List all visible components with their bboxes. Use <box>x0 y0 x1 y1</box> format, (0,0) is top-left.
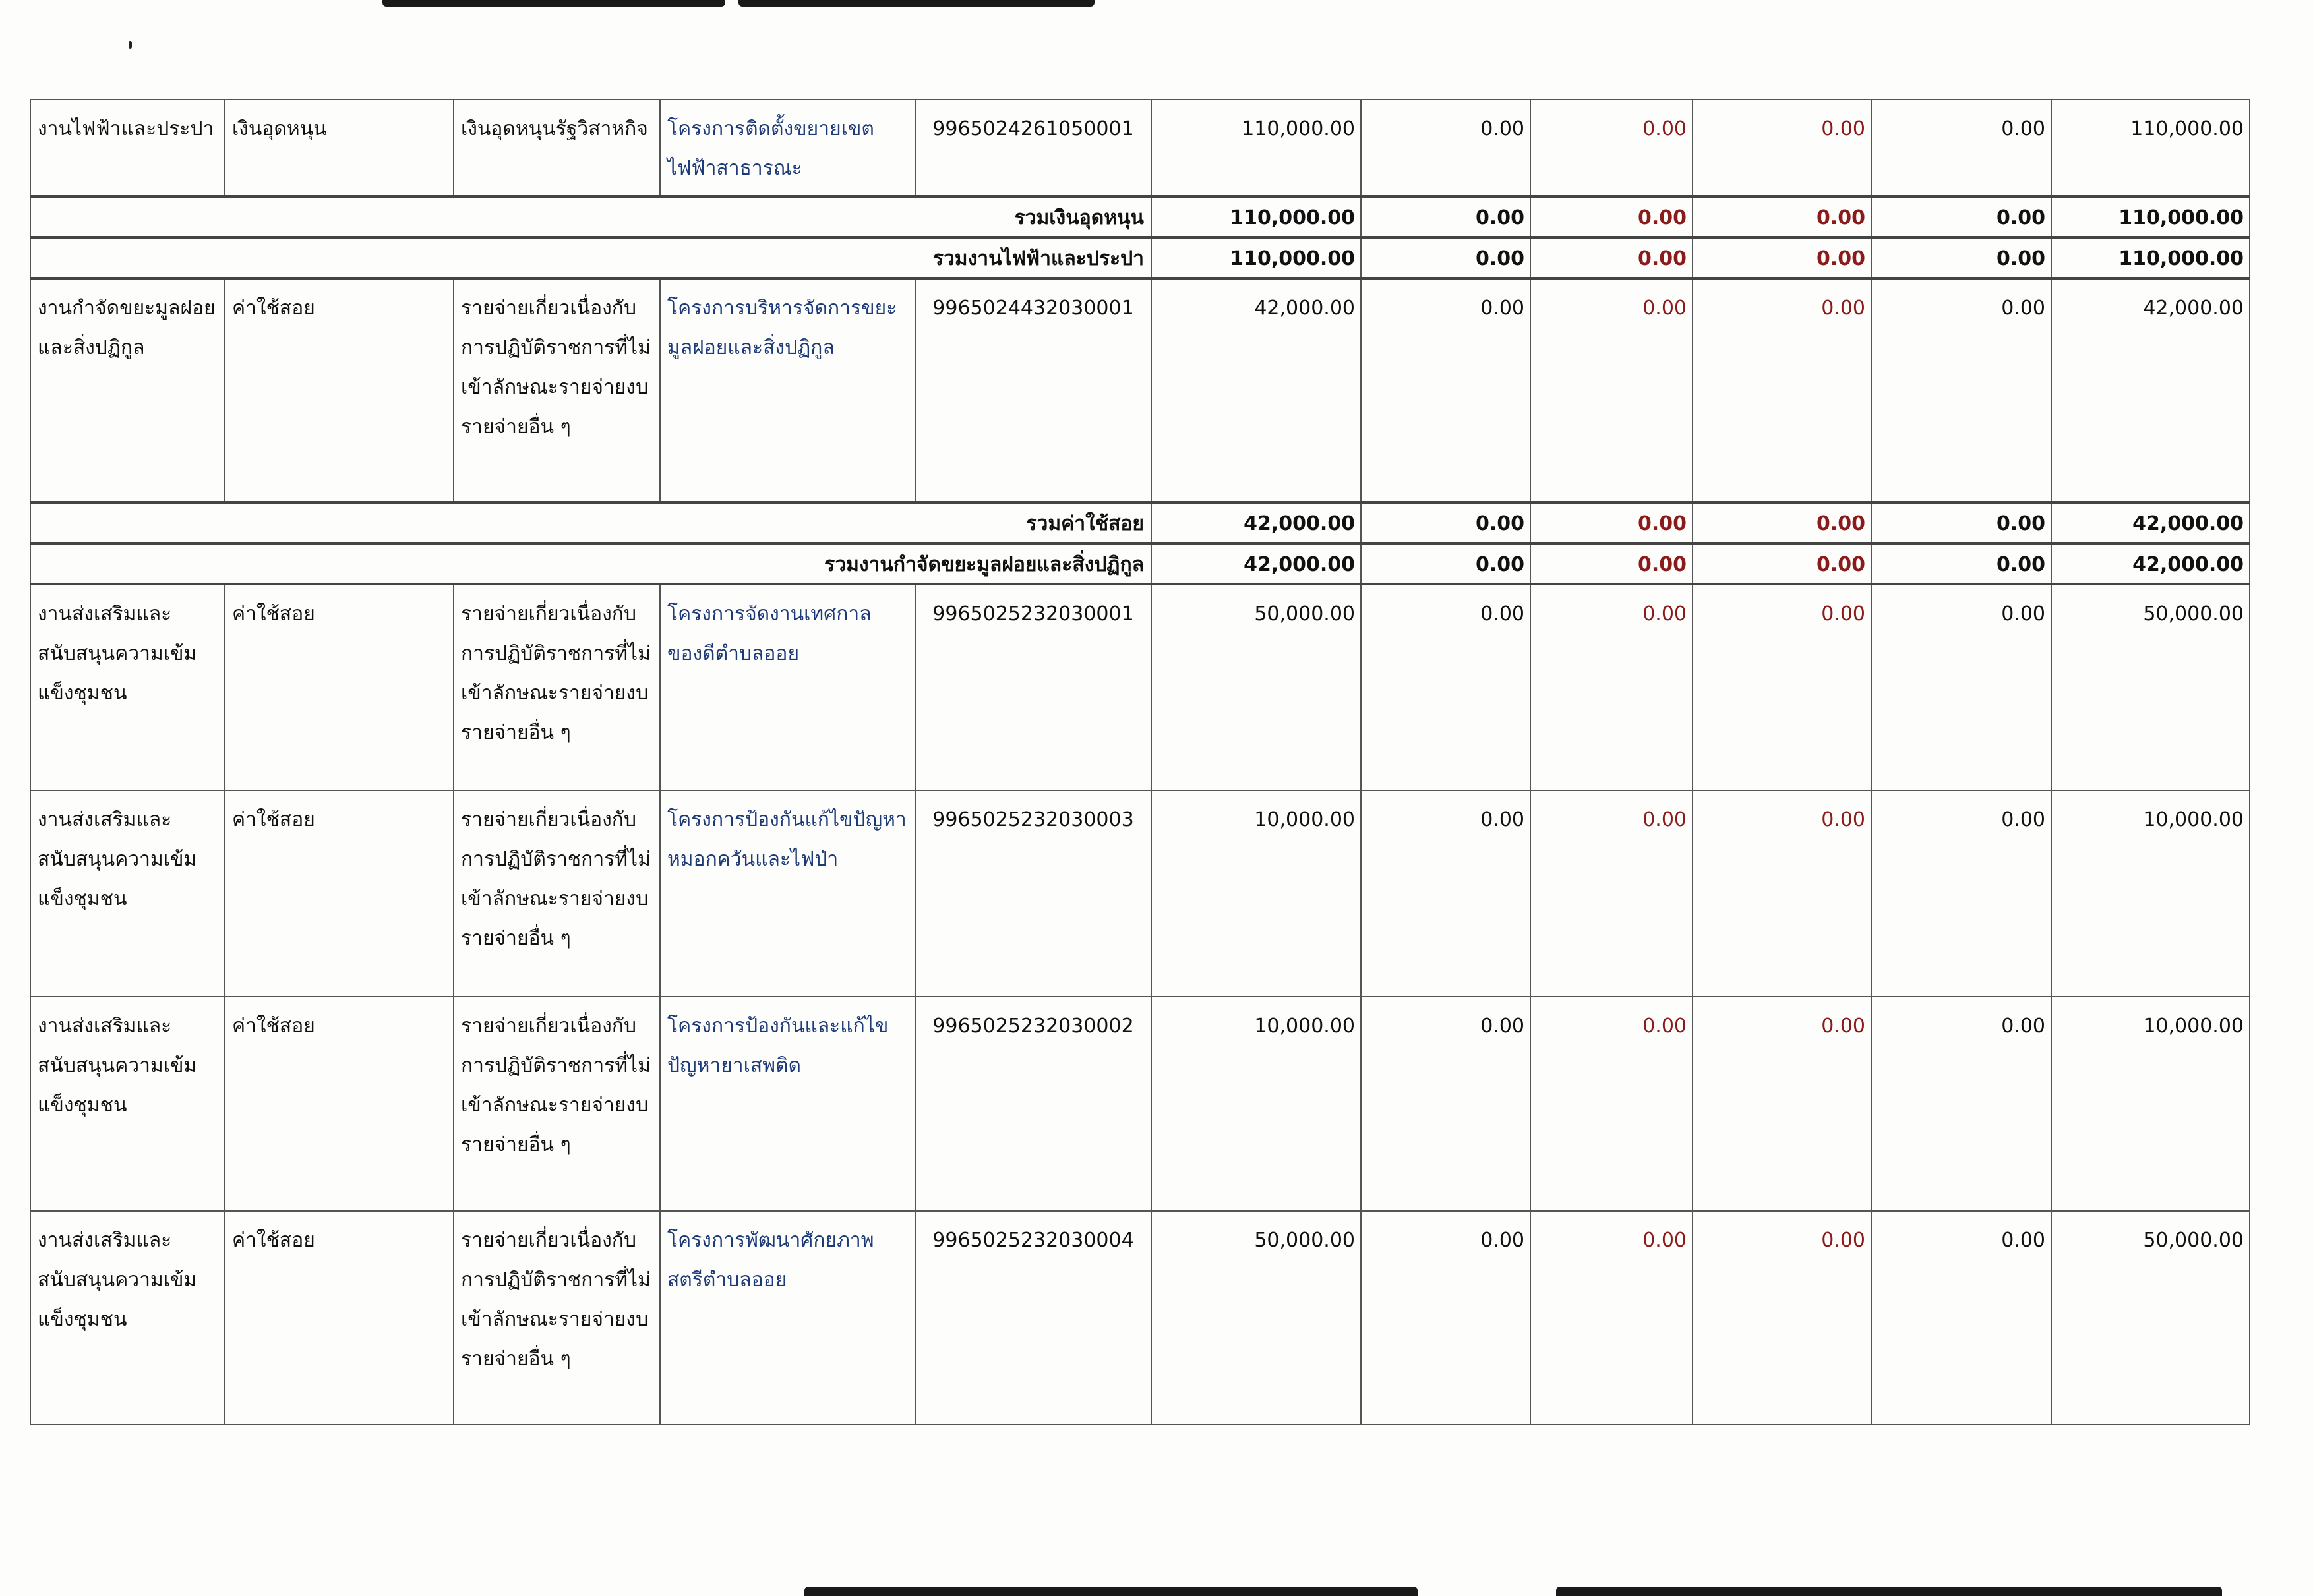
amount-cell: 0.00 <box>1361 790 1530 997</box>
scan-edge-top-right <box>738 0 1095 7</box>
subcategory-cell: รายจ่ายเกี่ยวเนื่องกับการปฏิบัติราชการที่ไม่เข้าลักษณะรายจ่ายงบรายจ่ายอื่น ๆ <box>454 1211 660 1425</box>
total-cell: 110,000.00 <box>2051 100 2250 196</box>
amount-cell: 0.00 <box>1530 196 1693 237</box>
subcategory-cell: รายจ่ายเกี่ยวเนื่องกับการปฏิบัติราชการที่ไม่เข้าลักษณะรายจ่ายงบรายจ่ายอื่น ๆ <box>454 584 660 790</box>
budget-table <box>30 99 2250 1425</box>
amount-cell: 0.00 <box>1693 196 1871 237</box>
total-cell: 42,000.00 <box>2051 543 2250 584</box>
summary-row <box>30 543 2250 584</box>
code-cell: 9965025232030004 <box>915 1211 1151 1425</box>
amount-cell: 0.00 <box>1530 278 1693 502</box>
amount-cell: 110,000.00 <box>1151 196 1361 237</box>
amount-cell: 0.00 <box>1693 278 1871 502</box>
amount-cell: 0.00 <box>1361 584 1530 790</box>
amount-cell: 0.00 <box>1693 790 1871 997</box>
summary-label: รวมเงินอุดหนุน <box>30 196 1151 237</box>
scan-edge-bottom-left <box>804 1587 1418 1596</box>
amount-cell: 0.00 <box>1693 237 1871 278</box>
scan-edge-top-left <box>382 0 725 7</box>
work-cell: งานไฟฟ้าและประปา <box>30 100 225 196</box>
total-cell: 10,000.00 <box>2051 790 2250 997</box>
code-cell: 9965024432030001 <box>915 278 1151 502</box>
amount-cell: 0.00 <box>1530 100 1693 196</box>
amount-cell: 42,000.00 <box>1151 278 1361 502</box>
summary-row <box>30 196 2250 237</box>
amount-cell: 0.00 <box>1871 196 2051 237</box>
table-row <box>30 278 2250 502</box>
table-row <box>30 790 2250 997</box>
amount-cell: 50,000.00 <box>1151 584 1361 790</box>
amount-cell: 0.00 <box>1361 1211 1530 1425</box>
amount-cell: 0.00 <box>1361 196 1530 237</box>
subcategory-cell: เงินอุดหนุนรัฐวิสาหกิจ <box>454 100 660 196</box>
amount-cell: 42,000.00 <box>1151 502 1361 543</box>
work-cell: งานส่งเสริมและสนับสนุนความเข้มแข็งชุมชน <box>30 790 225 997</box>
amount-cell: 0.00 <box>1693 502 1871 543</box>
category-cell: ค่าใช้สอย <box>225 584 454 790</box>
project-cell: โครงการติดตั้งขยายเขตไฟฟ้าสาธารณะ <box>660 100 915 196</box>
amount-cell: 0.00 <box>1871 997 2051 1211</box>
category-cell: เงินอุดหนุน <box>225 100 454 196</box>
amount-cell: 50,000.00 <box>1151 1211 1361 1425</box>
table-row <box>30 100 2250 196</box>
work-cell: งานส่งเสริมและสนับสนุนความเข้มแข็งชุมชน <box>30 584 225 790</box>
table-row <box>30 997 2250 1211</box>
amount-cell: 110,000.00 <box>1151 100 1361 196</box>
code-cell: 9965025232030002 <box>915 997 1151 1211</box>
amount-cell: 0.00 <box>1871 584 2051 790</box>
subcategory-cell: รายจ่ายเกี่ยวเนื่องกับการปฏิบัติราชการที่ไม่เข้าลักษณะรายจ่ายงบรายจ่ายอื่น ๆ <box>454 278 660 502</box>
work-cell: งานกำจัดขยะมูลฝอยและสิ่งปฏิกูล <box>30 278 225 502</box>
amount-cell: 10,000.00 <box>1151 790 1361 997</box>
project-cell: โครงการบริหารจัดการขยะมูลฝอยและสิ่งปฏิกูล <box>660 278 915 502</box>
subcategory-cell: รายจ่ายเกี่ยวเนื่องกับการปฏิบัติราชการที่ไม่เข้าลักษณะรายจ่ายงบรายจ่ายอื่น ๆ <box>454 997 660 1211</box>
amount-cell: 0.00 <box>1871 237 2051 278</box>
category-cell: ค่าใช้สอย <box>225 278 454 502</box>
code-cell: 9965025232030003 <box>915 790 1151 997</box>
code-cell: 9965025232030001 <box>915 584 1151 790</box>
amount-cell: 110,000.00 <box>1151 237 1361 278</box>
amount-cell: 0.00 <box>1530 237 1693 278</box>
amount-cell: 0.00 <box>1693 1211 1871 1425</box>
category-cell: ค่าใช้สอย <box>225 1211 454 1425</box>
work-cell: งานส่งเสริมและสนับสนุนความเข้มแข็งชุมชน <box>30 997 225 1211</box>
amount-cell: 0.00 <box>1871 790 2051 997</box>
amount-cell: 0.00 <box>1361 502 1530 543</box>
amount-cell: 0.00 <box>1530 502 1693 543</box>
amount-cell: 0.00 <box>1361 237 1530 278</box>
amount-cell: 0.00 <box>1530 1211 1693 1425</box>
amount-cell: 0.00 <box>1361 997 1530 1211</box>
amount-cell: 0.00 <box>1693 543 1871 584</box>
project-cell: โครงการจัดงานเทศกาลของดีตำบลออย <box>660 584 915 790</box>
summary-label: รวมงานกำจัดขยะมูลฝอยและสิ่งปฏิกูล <box>30 543 1151 584</box>
amount-cell: 0.00 <box>1871 100 2051 196</box>
table-row <box>30 584 2250 790</box>
amount-cell: 0.00 <box>1530 584 1693 790</box>
scan-speck <box>129 41 132 49</box>
amount-cell: 42,000.00 <box>1151 543 1361 584</box>
work-cell: งานส่งเสริมและสนับสนุนความเข้มแข็งชุมชน <box>30 1211 225 1425</box>
amount-cell: 0.00 <box>1693 997 1871 1211</box>
amount-cell: 0.00 <box>1871 543 2051 584</box>
scan-edge-bottom-right <box>1556 1587 2222 1596</box>
amount-cell: 0.00 <box>1693 584 1871 790</box>
amount-cell: 10,000.00 <box>1151 997 1361 1211</box>
total-cell: 42,000.00 <box>2051 502 2250 543</box>
summary-row <box>30 237 2250 278</box>
amount-cell: 0.00 <box>1871 502 2051 543</box>
category-cell: ค่าใช้สอย <box>225 790 454 997</box>
code-cell: 9965024261050001 <box>915 100 1151 196</box>
amount-cell: 0.00 <box>1530 997 1693 1211</box>
amount-cell: 0.00 <box>1361 100 1530 196</box>
total-cell: 110,000.00 <box>2051 237 2250 278</box>
project-cell: โครงการป้องกันแก้ไขปัญหาหมอกควันและไฟป่า <box>660 790 915 997</box>
category-cell: ค่าใช้สอย <box>225 997 454 1211</box>
summary-label: รวมงานไฟฟ้าและประปา <box>30 237 1151 278</box>
amount-cell: 0.00 <box>1361 278 1530 502</box>
total-cell: 10,000.00 <box>2051 997 2250 1211</box>
project-cell: โครงการพัฒนาศักยภาพสตรีตำบลออย <box>660 1211 915 1425</box>
project-cell: โครงการป้องกันและแก้ไขปัญหายาเสพติด <box>660 997 915 1211</box>
summary-row <box>30 502 2250 543</box>
total-cell: 110,000.00 <box>2051 196 2250 237</box>
amount-cell: 0.00 <box>1530 790 1693 997</box>
amount-cell: 0.00 <box>1871 278 2051 502</box>
subcategory-cell: รายจ่ายเกี่ยวเนื่องกับการปฏิบัติราชการที่ไม่เข้าลักษณะรายจ่ายงบรายจ่ายอื่น ๆ <box>454 790 660 997</box>
amount-cell: 0.00 <box>1530 543 1693 584</box>
amount-cell: 0.00 <box>1361 543 1530 584</box>
total-cell: 50,000.00 <box>2051 584 2250 790</box>
table-body <box>30 100 2250 1425</box>
amount-cell: 0.00 <box>1693 100 1871 196</box>
table-row <box>30 1211 2250 1425</box>
total-cell: 50,000.00 <box>2051 1211 2250 1425</box>
total-cell: 42,000.00 <box>2051 278 2250 502</box>
summary-label: รวมค่าใช้สอย <box>30 502 1151 543</box>
amount-cell: 0.00 <box>1871 1211 2051 1425</box>
